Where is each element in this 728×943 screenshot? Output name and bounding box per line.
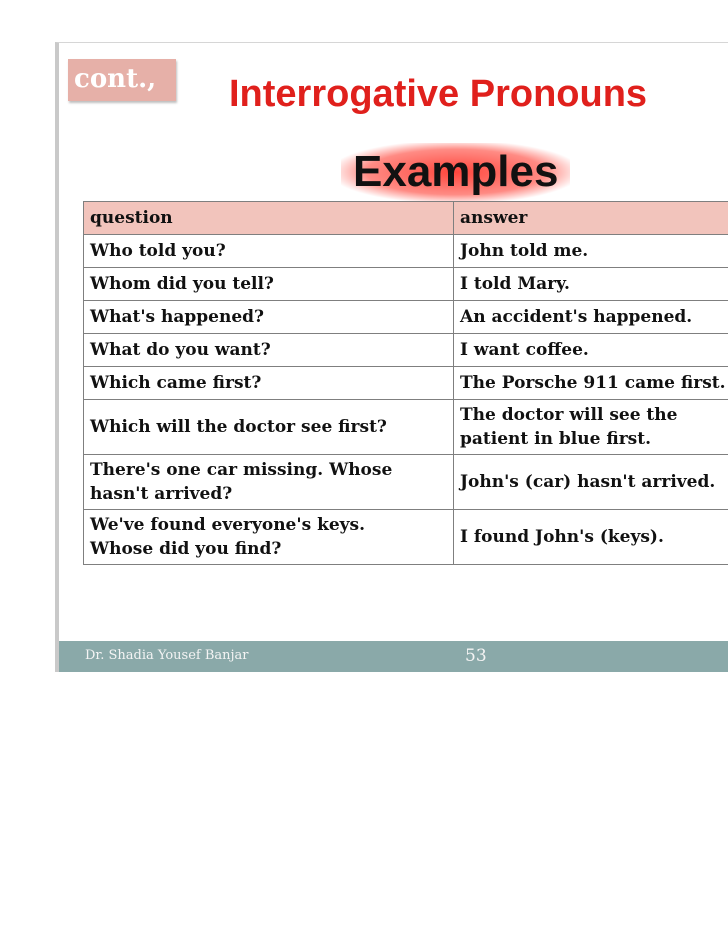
answer-cell: The doctor will see the patient in blue first. (454, 400, 728, 455)
table-row (84, 367, 728, 400)
answer-cell: I want coffee. (454, 334, 728, 367)
cont-badge: cont., (68, 59, 176, 101)
table-row (84, 301, 728, 334)
question-cell: Which came first? (84, 367, 454, 400)
table-row (84, 510, 728, 565)
slide (55, 42, 728, 672)
answer-cell: John told me. (454, 235, 728, 268)
question-cell: Which will the doctor see first? (84, 400, 454, 455)
column-header-question: question (84, 202, 454, 235)
table-row (84, 400, 728, 455)
footer-author: Dr. Shadia Yousef Banjar (85, 648, 249, 663)
table-row (84, 455, 728, 510)
slide-subtitle: Examples (353, 147, 559, 196)
column-header-answer: answer (454, 202, 728, 235)
question-cell: Who told you? (84, 235, 454, 268)
answer-cell: An accident's happened. (454, 301, 728, 334)
table-header-row (84, 202, 728, 235)
question-cell: We've found everyone's keys. Whose did you find? (84, 510, 454, 565)
table-row (84, 334, 728, 367)
answer-cell: The Porsche 911 came first. (454, 367, 728, 400)
table-row (84, 268, 728, 301)
question-cell: Whom did you tell? (84, 268, 454, 301)
question-cell: There's one car missing. Whose hasn't arrived? (84, 455, 454, 510)
slide-title: Interrogative Pronouns (229, 73, 648, 115)
examples-table (83, 201, 728, 565)
table-row (84, 235, 728, 268)
answer-cell: John's (car) hasn't arrived. (454, 455, 728, 510)
answer-cell: I told Mary. (454, 268, 728, 301)
slide-footer (59, 641, 728, 672)
subtitle-highlight (341, 143, 570, 201)
question-cell: What do you want? (84, 334, 454, 367)
question-cell: What's happened? (84, 301, 454, 334)
page-number: 53 (465, 646, 487, 666)
answer-cell: I found John's (keys). (454, 510, 728, 565)
